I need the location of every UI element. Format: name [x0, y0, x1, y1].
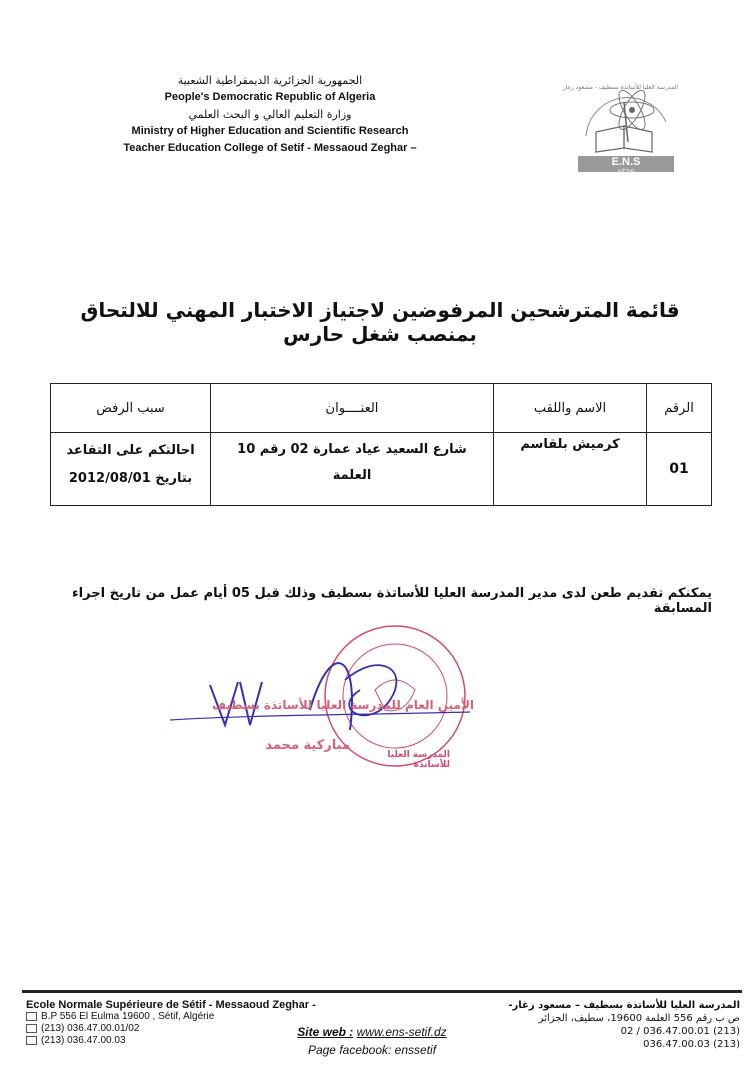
row-number: 01 [647, 433, 712, 506]
mail-icon [26, 1012, 37, 1021]
header-number: الرقم [647, 384, 712, 433]
logo-sub-text: SÉTIF [617, 170, 635, 176]
footer-web [282, 1023, 462, 1059]
footer-arabic-school: المدرسة العليا للأساتذة بسطيف – مسعود زغار- [508, 1000, 740, 1011]
footer-arabic-phone: (213) 036.47.00.01 / 02 [620, 1026, 740, 1037]
footer-school-name: Ecole Normale Supérieure de Sétif - Messaoud Zeghar - [26, 999, 316, 1011]
footer-contact-fr [26, 999, 326, 1047]
logo-arc-text: المدرسة العليا للأساتذة بسطيف - مسعود زغار [562, 84, 678, 91]
site-label: Site web : [297, 1025, 354, 1039]
footer-divider [22, 990, 742, 993]
header-name: الاسم واللقب [494, 384, 647, 433]
english-republic-line: People's Democratic Republic of Algeria [164, 91, 376, 103]
english-ministry-line: Ministry of Higher Education and Scientific Research [131, 125, 409, 137]
row-reason: احالتكم على التقاعد بتاريخ 2012/08/01 [51, 433, 211, 506]
footer-arabic-address: ص ب رقم 556 العلمة 19600، سطيف، الجزائر [538, 1013, 740, 1024]
footer-arabic-fax: (213) 036.47.00.03 [643, 1039, 740, 1050]
facebook-page: Page facebook: enssetif [307, 1043, 437, 1057]
signature-stamp-area [150, 620, 490, 770]
header-reason: سبب الرفض [51, 384, 211, 433]
row-name: كرميش بلقاسم [494, 433, 647, 506]
table-row [51, 433, 712, 506]
phone-icon [26, 1024, 37, 1033]
english-college-line: Teacher Education College of Setif - Messaoud Zeghar – [123, 142, 417, 154]
logo-banner-text: E.N.S [611, 156, 641, 168]
document-title: قائمة المترشحين المرفوضين لاجتياز الاختبار المهني للالتحاق بمنصب شغل حارس [80, 298, 680, 346]
header-address: العنــــوان [211, 384, 494, 433]
letterhead [110, 72, 430, 157]
signatory-title: الأمين العام للمدرسة العليا للأساتذة بسطيف [212, 698, 474, 712]
footer-fax: (213) 036.47.00.03 [41, 1035, 126, 1046]
signatory-name: مباركية محمد [265, 738, 350, 753]
footer-address: B.P 556 El Eulma 19600 , Sétif, Algérie [41, 1011, 215, 1022]
row-address: شارع السعيد عياد عمارة 02 رقم 10 العلمة [211, 433, 494, 506]
appeal-notice: يمكنكم تقديم طعن لدى مدير المدرسة العليا للأساتذة بسطيف وذلك قبل 05 أيام عمل من تاريخ اجراء المسابقة [72, 586, 712, 616]
arabic-ministry-line: وزارة التعليم العالي و البحث العلمي [188, 108, 352, 121]
site-url[interactable]: www.ens-setif.dz [356, 1025, 447, 1039]
footer-phone: (213) 036.47.00.01/02 [41, 1023, 140, 1034]
fax-icon [26, 1036, 37, 1045]
table-header-row [51, 384, 712, 433]
stamp-text: المدرسة العليا للأساتذة [387, 750, 450, 770]
school-logo [562, 82, 678, 178]
rejected-candidates-table [50, 383, 712, 506]
arabic-republic-line: الجمهورية الجزائرية الديمقراطية الشعبية [177, 74, 363, 87]
footer-contact-ar [470, 999, 740, 1051]
